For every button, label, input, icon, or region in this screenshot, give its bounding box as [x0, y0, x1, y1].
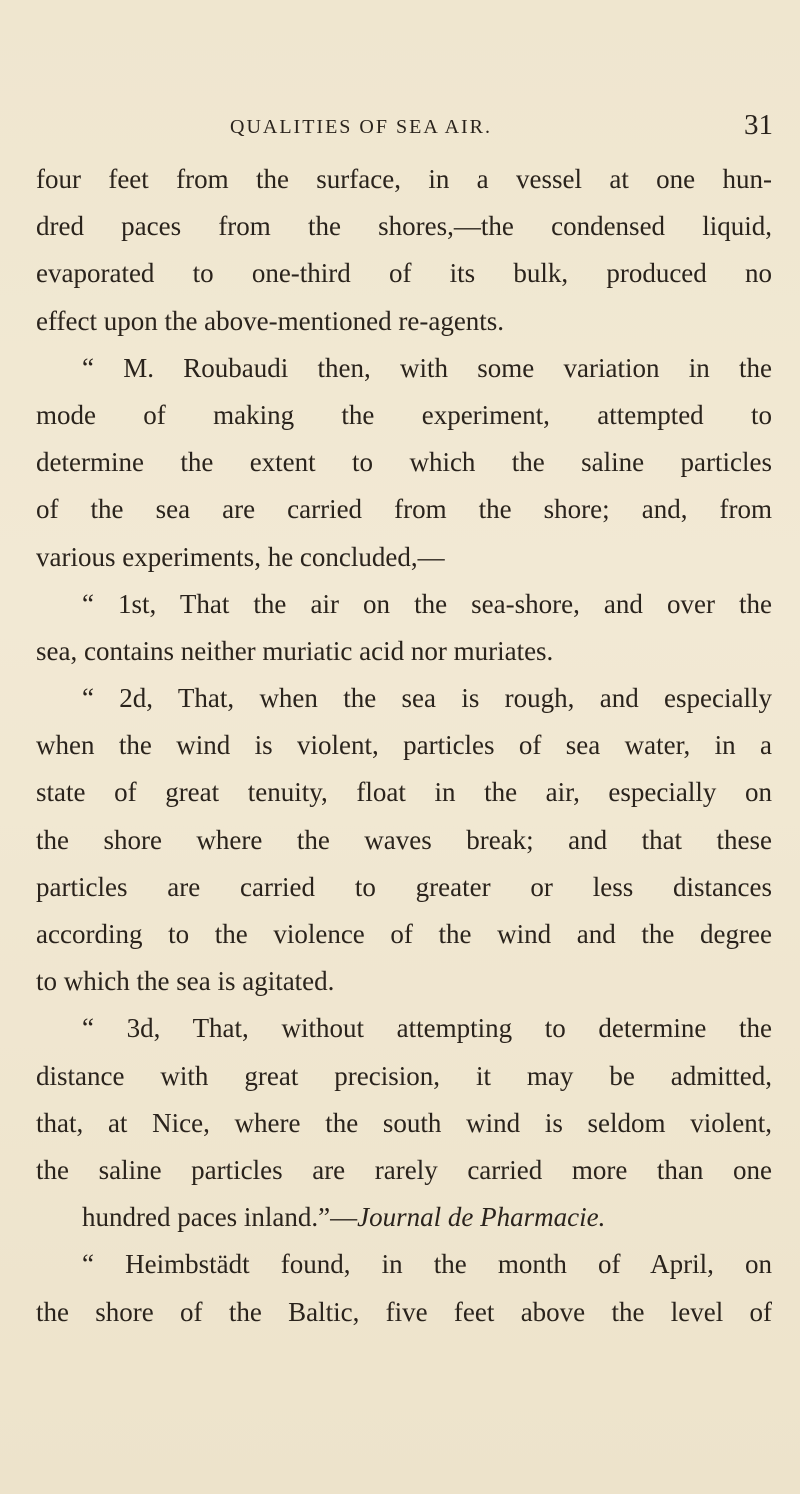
- page-number: 31: [744, 109, 773, 141]
- text-line-with-citation: [36, 1194, 772, 1241]
- text-line: various experiments, he concluded,—: [36, 541, 445, 572]
- text-line: when the wind is violent, particles of sea water, in a: [36, 730, 772, 761]
- running-title: QUALITIES OF SEA AIR.: [230, 116, 493, 138]
- text-line: particles are carried to greater or less distances: [36, 871, 772, 902]
- text-line: “ Heimbstädt found, in the month of April, on: [82, 1249, 772, 1280]
- text-line: according to the violence of the wind and the degree: [36, 919, 772, 949]
- running-head: [0, 108, 800, 148]
- journal-citation: Journal de Pharmacie.: [357, 1202, 606, 1233]
- text-line: “ 2d, That, when the sea is rough, and especially: [82, 683, 772, 714]
- text-line: that, at Nice, where the south wind is seldom violent,: [36, 1107, 772, 1138]
- text-line: effect upon the above-mentioned re-agents.: [36, 305, 505, 336]
- text-line: mode of making the experiment, attempted to: [36, 399, 772, 430]
- text-line: “ 3d, That, without attempting to determine the: [82, 1013, 772, 1044]
- text-line: distance with great precision, it may be admitted,: [36, 1060, 772, 1091]
- text-line: four feet from the surface, in a vessel at one hun-: [36, 164, 772, 194]
- text-line: the saline particles are rarely carried more than one: [36, 1154, 772, 1185]
- text-line: “ M. Roubaudi then, with some variation in the: [82, 352, 772, 383]
- text-line: the shore where the waves break; and that these: [36, 824, 772, 855]
- text-line: evaporated to one-third of its bulk, produced no: [36, 258, 772, 289]
- text-line: determine the extent to which the saline particles: [36, 447, 772, 478]
- text-line: sea, contains neither muriatic acid nor muriates.: [36, 635, 554, 666]
- body-text: [36, 156, 772, 1336]
- text-line: dred paces from the shores,—the condensed liquid,: [36, 211, 772, 242]
- text-line: of the sea are carried from the shore; and, from: [36, 494, 772, 525]
- text-line: “ 1st, That the air on the sea-shore, and over the: [82, 588, 772, 619]
- text-line: the shore of the Baltic, five feet above the level of: [36, 1296, 772, 1327]
- text-line: state of great tenuity, float in the air, especially on: [36, 777, 772, 808]
- text-line: hundred paces inland.”—: [82, 1202, 358, 1233]
- text-line: to which the sea is agitated.: [36, 966, 335, 997]
